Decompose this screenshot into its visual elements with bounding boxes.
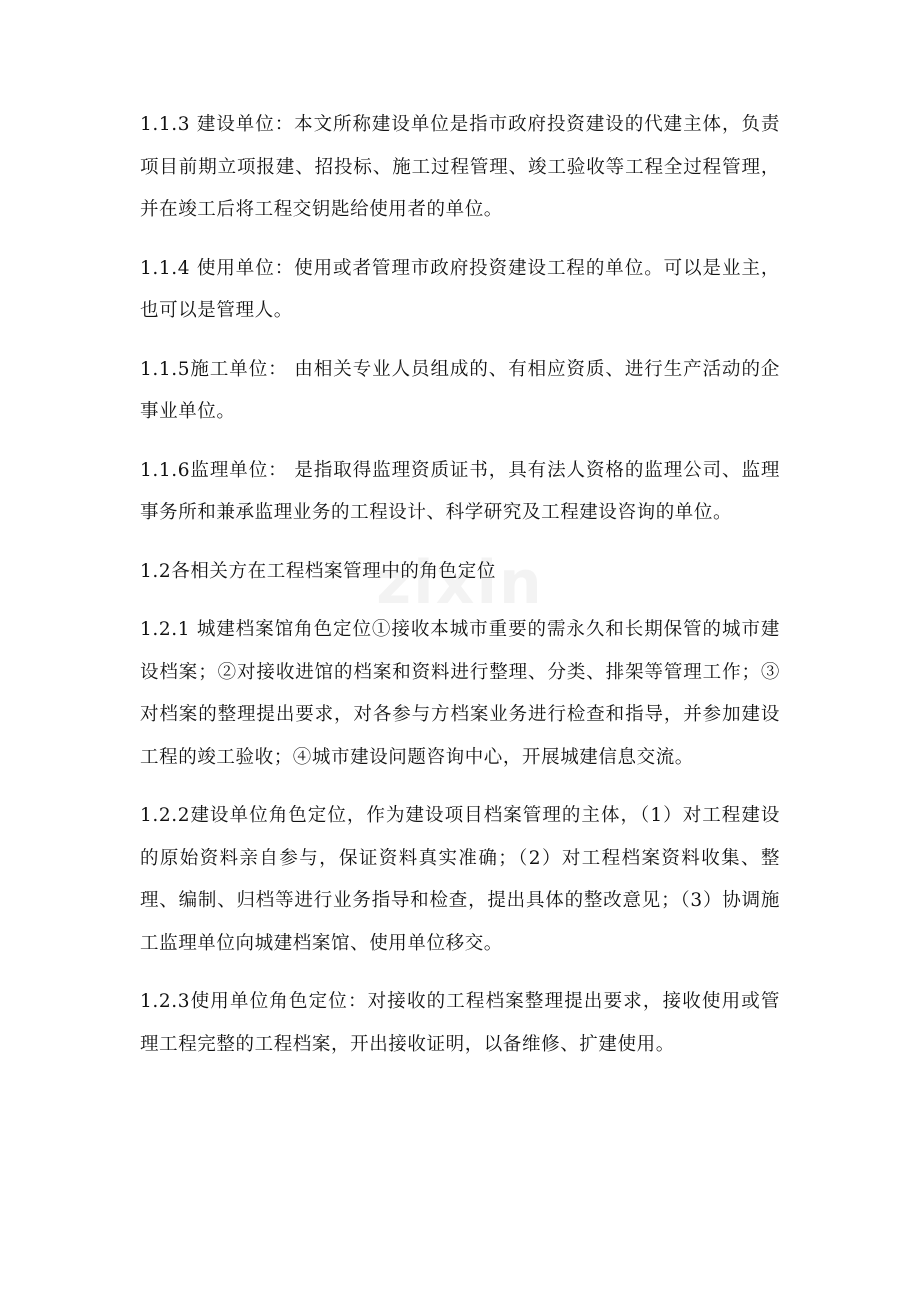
paragraph-1-1-4: 1.1.4 使用单位：使用或者管理市政府投资建设工程的单位。可以是业主，也可以是管理人。 — [140, 257, 780, 321]
paragraph-1-1-3: 1.1.3 建设单位：本文所称建设单位是指市政府投资建设的代建主体，负责项目前期立项报建、招投标、施工过程管理、竣工验收等工程全过程管理，并在竣工后将工程交钥匙给使用者的单位。 — [140, 114, 780, 220]
paragraph-1-1-5: 1.1.5施工单位： 由相关专业人员组成的、有相应资质、进行生产活动的企事业单位。 — [140, 358, 780, 422]
paragraph-1-2-3: 1.2.3使用单位角色定位：对接收的工程档案整理提出要求，接收使用或管理工程完整的工程档案，开出接收证明，以备维修、扩建使用。 — [140, 991, 780, 1055]
document-body — [140, 104, 780, 1082]
paragraph-1-2-2: 1.2.2建设单位角色定位，作为建设项目档案管理的主体，（1）对工程建设的原始资料亲自参与，保证资料真实准确；（2）对工程档案资料收集、整理、编制、归档等进行业务指导和检查，提出具体的整改意见；（3）协调施工监理单位向城建档案馆、使用单位移交。 — [140, 805, 780, 954]
section-heading-1-2: 1.2各相关方在工程档案管理中的角色定位 — [140, 560, 496, 582]
paragraph-1-2-1: 1.2.1 城建档案馆角色定位①接收本城市重要的需永久和长期保管的城市建设档案；②对接收进馆的档案和资料进行整理、分类、排架等管理工作；③对档案的整理提出要求，对各参与方档案业务进行检查和指导，并参加建设工程的竣工验收；④城市建设问题咨询中心，开展城建信息交流。 — [140, 619, 780, 768]
paragraph-1-1-6: 1.1.6监理单位： 是指取得监理资质证书，具有法人资格的监理公司、监理事务所和兼承监理业务的工程设计、科学研究及工程建设咨询的单位。 — [140, 459, 780, 523]
